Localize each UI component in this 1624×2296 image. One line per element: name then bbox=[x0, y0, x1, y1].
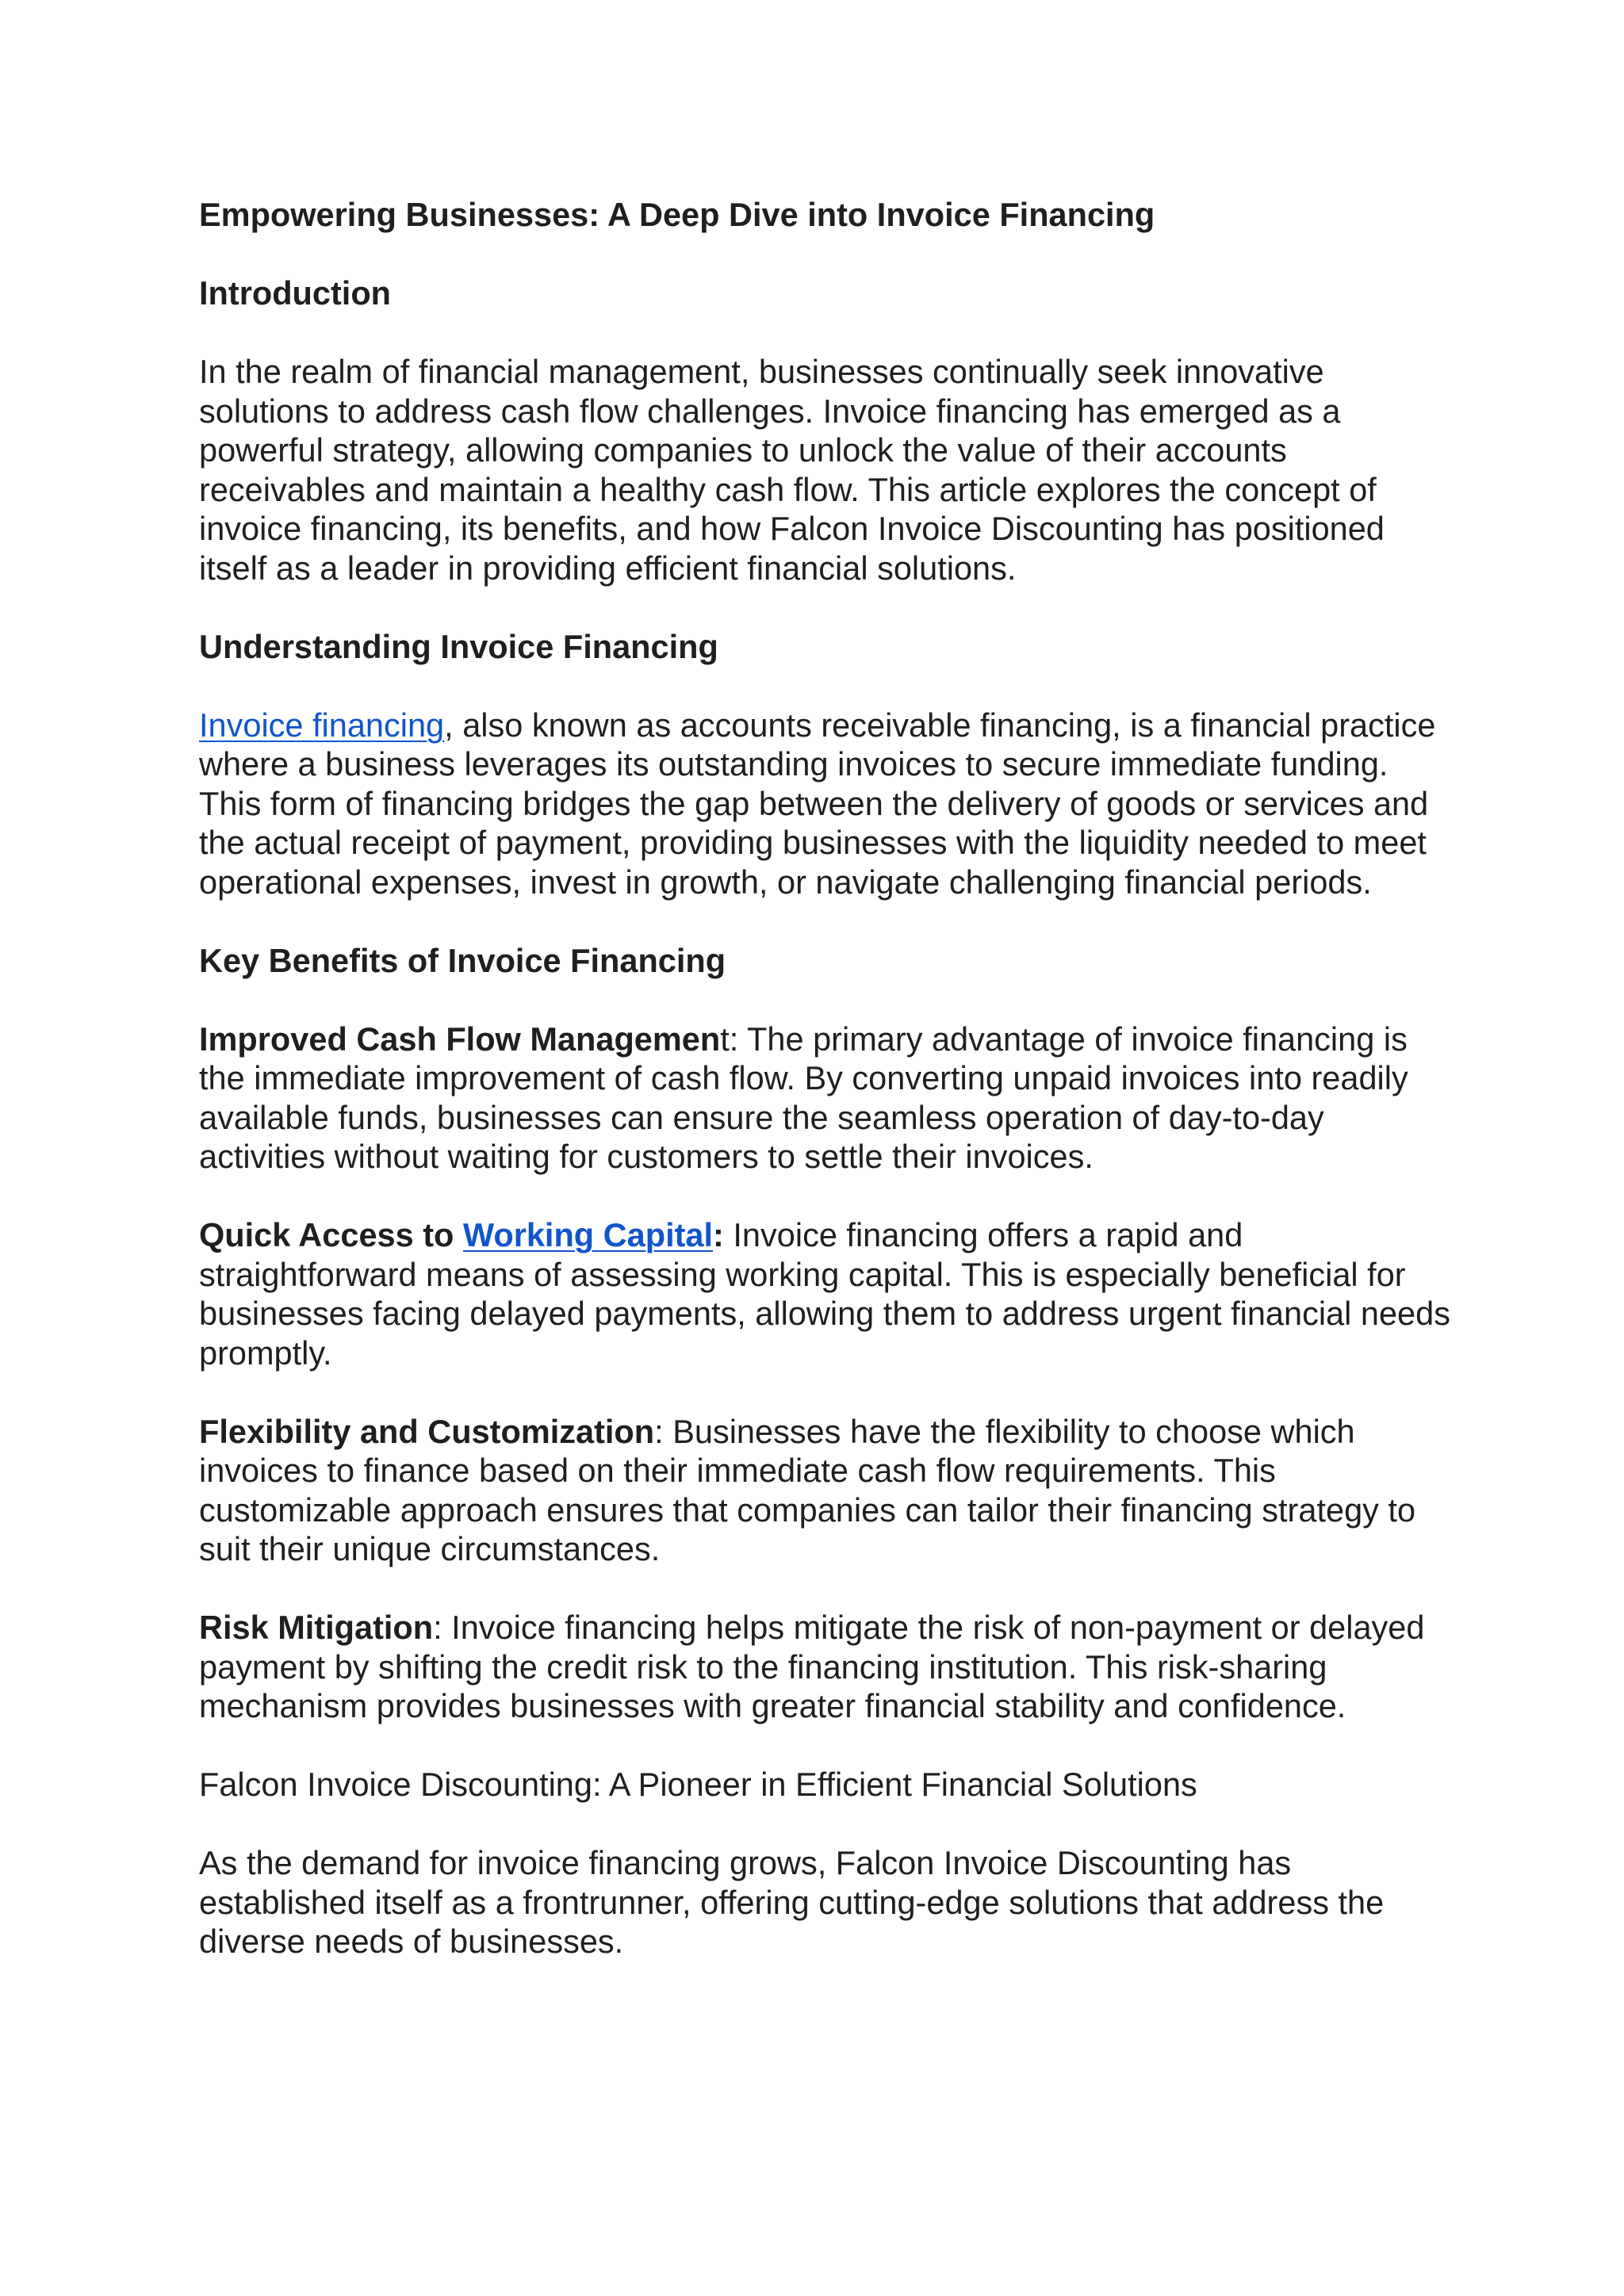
falcon-paragraph: As the demand for invoice financing grows, Falcon Invoice Discounting has established itself as a frontrunner, offering cutting-edge solutions that address the diverse needs of businesses. bbox=[199, 1844, 1385, 1960]
benefit-cash-flow-label: Improved Cash Flow Managemen bbox=[199, 1020, 721, 1058]
benefit-working-capital-label: Quick Access to bbox=[199, 1216, 463, 1253]
understanding-heading: Understanding Invoice Financing bbox=[199, 627, 718, 665]
invoice-financing-link[interactable]: Invoice financing bbox=[199, 706, 445, 744]
benefit-risk-label: Risk Mitigation bbox=[199, 1609, 434, 1646]
working-capital-link[interactable]: Working Capital bbox=[462, 1216, 714, 1253]
benefit-risk bbox=[199, 1608, 1452, 1726]
intro-heading: Introduction bbox=[199, 274, 392, 312]
falcon-heading: Falcon Invoice Discounting: A Pioneer in Efficient Financial Solutions bbox=[199, 1766, 1197, 1803]
benefit-risk-text: : Invoice financing helps mitigate the risk of non-payment or delayed payment by shifting the credit risk to the financing institution. This risk-sharing mechanism provides businesses with greater financial stability and confidence. bbox=[199, 1609, 1425, 1724]
understanding-text: , also known as accounts receivable financing, is a financial practice where a business leverages its outstanding invoices to secure immediate funding. This form of financing bridges the gap between the delivery of goods or services and the actual receipt of payment, providing businesses with the liquidity needed to meet operational expenses, invest in growth, or navigate challenging financial periods. bbox=[199, 706, 1436, 901]
intro-paragraph: In the realm of financial management, businesses continually seek innovative solutions to address cash flow challenges. Invoice financing has emerged as a powerful strategy, allowing companies to unlock the value of their accounts receivables and maintain a healthy cash flow. This article explores the concept of invoice financing, its benefits, and how Falcon Invoice Discounting has positioned itself as a leader in providing efficient financial solutions. bbox=[199, 353, 1385, 587]
document-page bbox=[199, 195, 1452, 2000]
understanding-paragraph bbox=[199, 706, 1452, 902]
benefit-working-capital bbox=[199, 1215, 1452, 1372]
benefit-flexibility bbox=[199, 1412, 1452, 1569]
benefit-working-capital-text: Invoice financing offers a rapid and straightforward means of assessing working capital. This is especially beneficial for businesses facing delayed payments, allowing them to address urgent financial needs promptly. bbox=[199, 1216, 1450, 1372]
benefit-cash-flow-text: t: The primary advantage of invoice financing is the immediate improvement of cash flow. By converting unpaid invoices into readily available funds, businesses can ensure the seamless operation of day-to-day activities without waiting for customers to settle their invoices. bbox=[199, 1020, 1408, 1175]
benefit-flexibility-label: Flexibility and Customization bbox=[199, 1412, 655, 1450]
benefit-flexibility-text: : Businesses have the flexibility to choose which invoices to finance based on their immediate cash flow requirements. This customizable approach ensures that companies can tailor their financing strategy to suit their unique circumstances. bbox=[199, 1412, 1416, 1567]
benefit-cash-flow bbox=[199, 1020, 1452, 1177]
benefits-heading: Key Benefits of Invoice Financing bbox=[199, 941, 726, 979]
document-title: Empowering Businesses: A Deep Dive into Invoice Financing bbox=[199, 196, 1155, 233]
benefit-working-capital-colon: : bbox=[713, 1216, 724, 1253]
